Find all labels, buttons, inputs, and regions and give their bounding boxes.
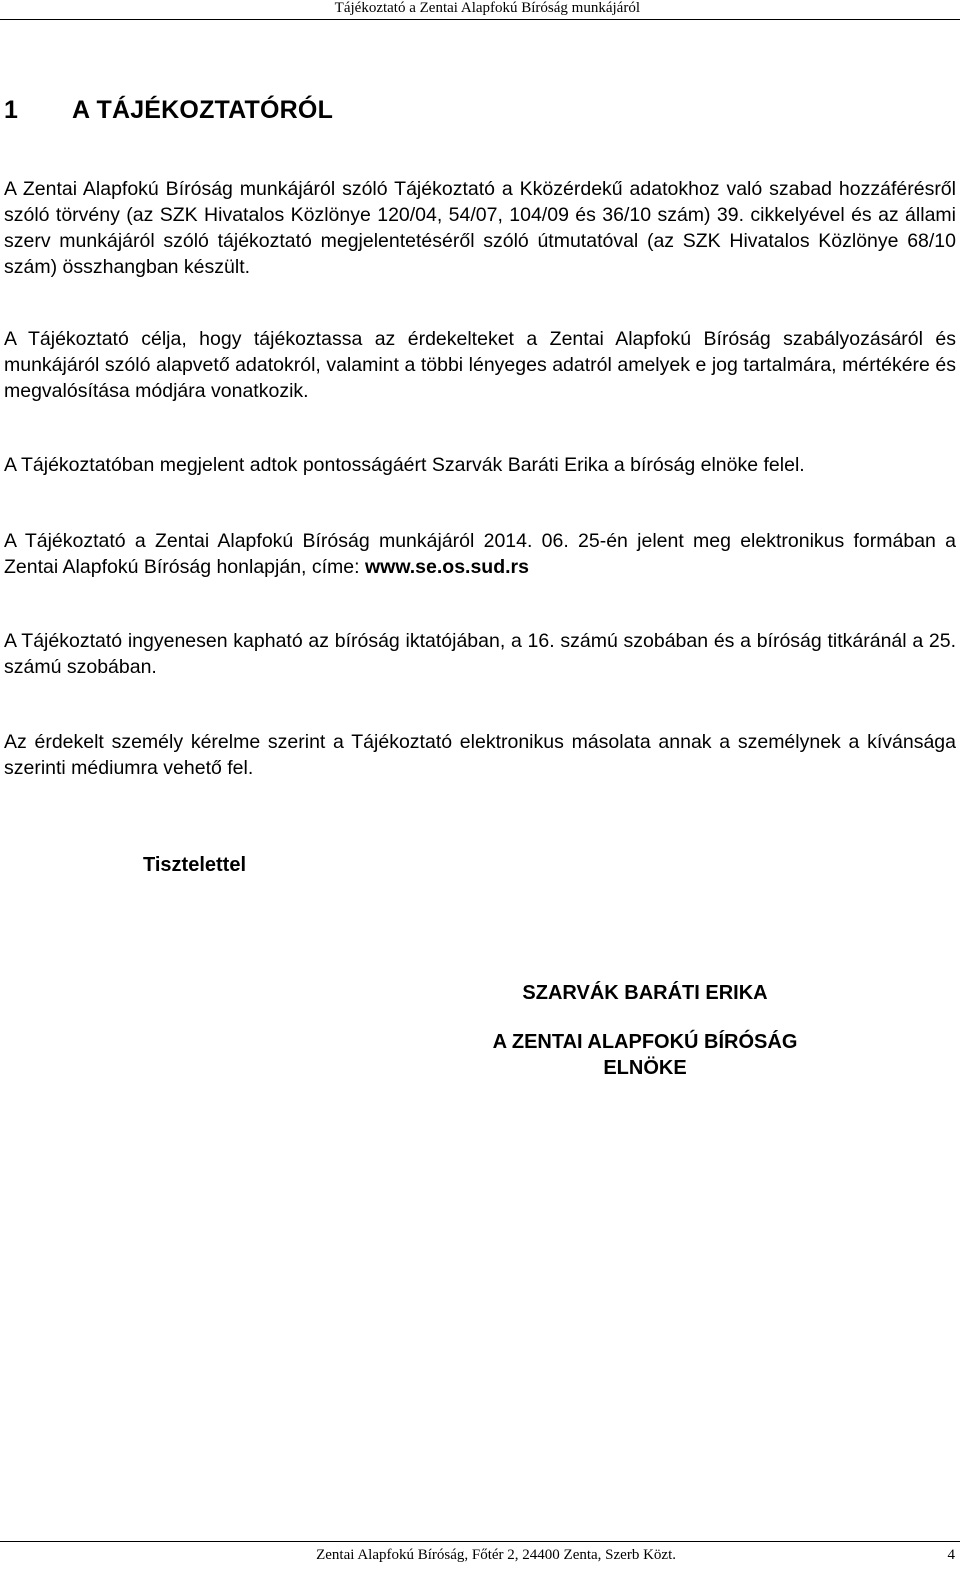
running-header bbox=[0, 0, 960, 20]
section-number: 1 bbox=[4, 96, 19, 124]
paragraph-legal-basis: A Zentai Alapfokú Bíróság munkájáról szóló Tájékoztató a Kközérdekű adatokhoz való szabad hozzáférésről szóló törvény (az SZK Hivatalos Közlönye 120/04, 54/07, 104/09 és 36/10 szám) 39. cikkelyével és az állami szerv munkájáról szóló tájékoztató megjelentetéséről szóló útmutatóval (az SZK Hivatalos Közlönye 68/10 szám) összhangban készült. bbox=[4, 178, 956, 278]
paragraph-publication bbox=[4, 528, 956, 580]
paragraph-availability: A Tájékoztató ingyenesen kapható az bíróság iktatójában, a 16. számú szobában és a bíróság titkáránál a 25. számú szobában. bbox=[4, 630, 956, 678]
closing-salutation: Tisztelettel bbox=[143, 854, 246, 876]
section-title: A TÁJÉKOZTATÓRÓL bbox=[72, 96, 334, 124]
page-footer bbox=[0, 1541, 960, 1570]
paragraph-purpose: A Tájékoztató célja, hogy tájékoztassa az érdekelteket a Zentai Alapfokú Bíróság szabályozásáról és munkájáról szóló alapvető adatokról, valamint a többi lényeges adatról amelyek e jog tartalmára, mértékére és megvalósítása módjára vonatkozik. bbox=[4, 328, 956, 402]
page-number: 4 bbox=[947, 1547, 955, 1563]
website-link[interactable]: www.se.os.sud.rs bbox=[364, 556, 529, 578]
paragraph-responsibility: A Tájékoztatóban megjelent adtok pontosságáért Szarvák Baráti Erika a bíróság elnöke felel. bbox=[4, 454, 805, 476]
running-header-title: Tájékoztató a Zentai Alapfokú Bíróság munkájáról bbox=[334, 0, 640, 16]
footer-address: Zentai Alapfokú Bíróság, Főtér 2, 24400 Zenta, Szerb Közt. bbox=[316, 1547, 676, 1563]
section-heading bbox=[4, 96, 333, 125]
paragraph-electronic-copy: Az érdekelt személy kérelme szerint a Tájékoztató elektronikus másolata annak a személynek a kívánsága szerinti médiumra vehető fel. bbox=[4, 731, 956, 779]
signatory-name: SZARVÁK BARÁTI ERIKA bbox=[522, 982, 768, 1004]
publication-text: A Tájékoztató a Zentai Alapfokú Bíróság munkájáról 2014. 06. 25-én jelent meg elektronikus formában a Zentai Alapfokú Bíróság honlapján, címe: bbox=[4, 530, 956, 578]
signatory-title: A ZENTAI ALAPFOKÚ BÍRÓSÁG ELNÖKE bbox=[492, 1031, 798, 1079]
